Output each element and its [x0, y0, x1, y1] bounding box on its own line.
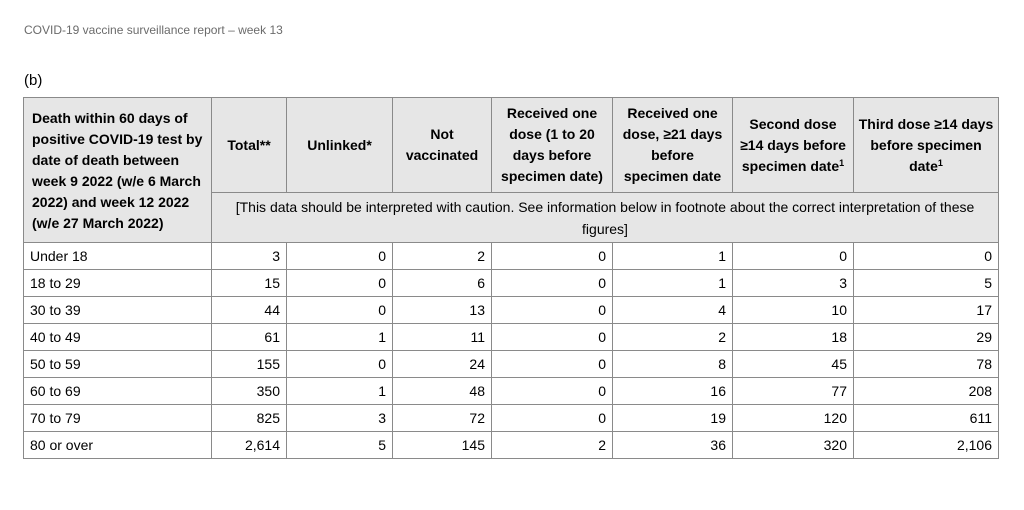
value-cell: 13	[393, 297, 492, 324]
column-header-one-dose-1-20-days: Received one dose (1 to 20 days before specimen date)	[492, 98, 613, 193]
table-row	[24, 378, 999, 405]
value-cell: 5	[854, 270, 999, 297]
value-cell: 2	[613, 324, 733, 351]
age-group-cell: 80 or over	[24, 432, 212, 459]
value-cell: 0	[492, 297, 613, 324]
value-cell: 2	[393, 243, 492, 270]
value-cell: 4	[613, 297, 733, 324]
table-row	[24, 432, 999, 459]
value-cell: 1	[613, 270, 733, 297]
age-group-cell: 18 to 29	[24, 270, 212, 297]
table-body	[24, 243, 999, 459]
value-cell: 6	[393, 270, 492, 297]
age-group-cell: 60 to 69	[24, 378, 212, 405]
caution-note: [This data should be interpreted with caution. See information below in footnote about the correct interpretation of these figures]	[212, 193, 999, 243]
value-cell: 78	[854, 351, 999, 378]
value-cell: 320	[733, 432, 854, 459]
value-cell: 0	[287, 297, 393, 324]
value-cell: 0	[492, 378, 613, 405]
value-cell: 1	[287, 378, 393, 405]
value-cell: 611	[854, 405, 999, 432]
age-group-cell: 70 to 79	[24, 405, 212, 432]
value-cell: 0	[854, 243, 999, 270]
footnote-marker: 1	[839, 157, 845, 168]
value-cell: 155	[212, 351, 287, 378]
value-cell: 3	[287, 405, 393, 432]
value-cell: 0	[492, 351, 613, 378]
value-cell: 208	[854, 378, 999, 405]
value-cell: 1	[613, 243, 733, 270]
value-cell: 350	[212, 378, 287, 405]
value-cell: 11	[393, 324, 492, 351]
panel-label: (b)	[24, 72, 43, 89]
value-cell: 15	[212, 270, 287, 297]
value-cell: 8	[613, 351, 733, 378]
value-cell: 120	[733, 405, 854, 432]
table-row	[24, 243, 999, 270]
age-group-cell: Under 18	[24, 243, 212, 270]
value-cell: 45	[733, 351, 854, 378]
value-cell: 48	[393, 378, 492, 405]
value-cell: 0	[733, 243, 854, 270]
age-group-cell: 50 to 59	[24, 351, 212, 378]
table-row	[24, 324, 999, 351]
table-row	[24, 297, 999, 324]
value-cell: 5	[287, 432, 393, 459]
value-cell: 29	[854, 324, 999, 351]
value-cell: 16	[613, 378, 733, 405]
column-header-unlinked: Unlinked*	[287, 98, 393, 193]
table-row	[24, 270, 999, 297]
value-cell: 0	[492, 324, 613, 351]
value-cell: 2,614	[212, 432, 287, 459]
value-cell: 61	[212, 324, 287, 351]
value-cell: 2	[492, 432, 613, 459]
table-row	[24, 405, 999, 432]
age-group-cell: 30 to 39	[24, 297, 212, 324]
column-header-one-dose-21-days: Received one dose, ≥21 days before specimen date	[613, 98, 733, 193]
report-running-header: COVID-19 vaccine surveillance report – week 13	[24, 23, 283, 37]
age-group-cell: 40 to 49	[24, 324, 212, 351]
value-cell: 0	[287, 243, 393, 270]
value-cell: 18	[733, 324, 854, 351]
value-cell: 17	[854, 297, 999, 324]
value-cell: 0	[287, 351, 393, 378]
value-cell: 44	[212, 297, 287, 324]
value-cell: 36	[613, 432, 733, 459]
column-header-third-dose: Third dose ≥14 days before specimen date$^1$	[854, 98, 999, 193]
column-header-not-vaccinated: Not vaccinated	[393, 98, 492, 193]
value-cell: 2,106	[854, 432, 999, 459]
value-cell: 77	[733, 378, 854, 405]
value-cell: 3	[733, 270, 854, 297]
value-cell: 825	[212, 405, 287, 432]
value-cell: 0	[492, 243, 613, 270]
value-cell: 19	[613, 405, 733, 432]
value-cell: 0	[287, 270, 393, 297]
footnote-marker: 1	[937, 157, 943, 168]
deaths-by-vaccination-status-table	[23, 97, 999, 459]
value-cell: 24	[393, 351, 492, 378]
column-header-row	[24, 98, 999, 193]
value-cell: 0	[492, 270, 613, 297]
corner-header: Death within 60 days of positive COVID-19 test by date of death between week 9 2022 (w/e 6 March 2022) and week 12 2022 (w/e 27 March 2022)	[24, 98, 212, 243]
value-cell: 145	[393, 432, 492, 459]
value-cell: 10	[733, 297, 854, 324]
value-cell: 72	[393, 405, 492, 432]
column-header-second-dose: Second dose ≥14 days before specimen date$^1$	[733, 98, 854, 193]
value-cell: 3	[212, 243, 287, 270]
value-cell: 1	[287, 324, 393, 351]
column-header-total: Total**	[212, 98, 287, 193]
value-cell: 0	[492, 405, 613, 432]
table-row	[24, 351, 999, 378]
